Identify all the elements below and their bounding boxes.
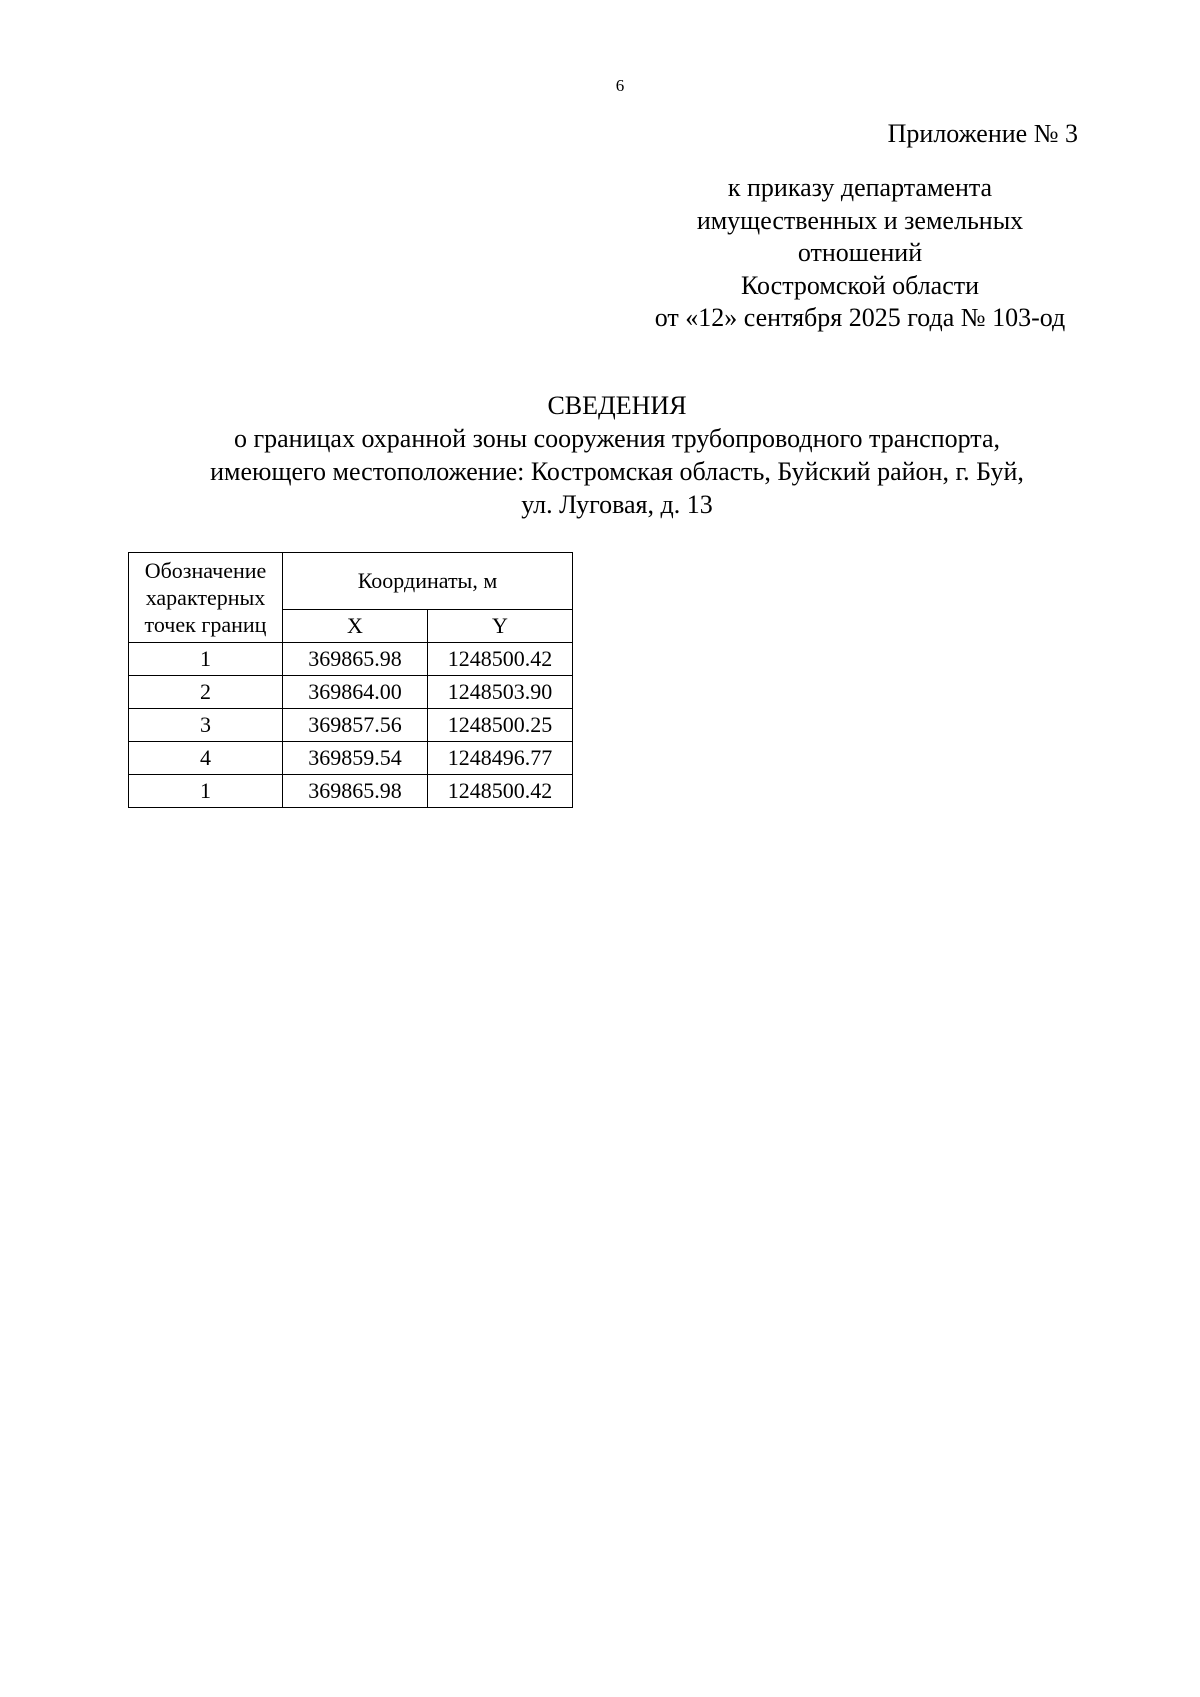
x-cell: 369865.98: [283, 775, 428, 808]
point-cell: 1: [129, 643, 283, 676]
order-reference: [610, 172, 1110, 335]
document-subtitle-line: ул. Луговая, д. 13: [521, 490, 713, 519]
order-line: Костромской области: [740, 270, 980, 300]
table-row: [129, 775, 573, 808]
table-row: [129, 709, 573, 742]
x-cell: 369859.54: [283, 742, 428, 775]
point-cell: 3: [129, 709, 283, 742]
y-cell: 1248496.77: [428, 742, 573, 775]
point-label-header-line: характерных: [145, 585, 266, 610]
x-cell: 369865.98: [283, 643, 428, 676]
document-title: СВЕДЕНИЯ: [547, 391, 687, 420]
y-cell: 1248500.42: [428, 775, 573, 808]
document-subtitle-line: о границах охранной зоны сооружения трубопроводного транспорта,: [233, 424, 1001, 453]
table-header-row: [129, 553, 573, 610]
y-cell: 1248500.25: [428, 709, 573, 742]
order-line: имущественных и земельных: [696, 205, 1024, 235]
appendix-title: Приложение № 3: [887, 119, 1078, 148]
point-label-header-line: точек границ: [144, 612, 267, 637]
document-subtitle-line: имеющего местоположение: Костромская область, Буйский район, г. Буй,: [210, 457, 1024, 486]
document-heading: [130, 389, 1104, 521]
coordinates-header: Координаты, м: [283, 553, 573, 610]
coordinates-table: [128, 552, 573, 808]
table-row: [129, 676, 573, 709]
order-date-line: от «12» сентября 2025 года № 103-од: [654, 303, 1066, 332]
point-cell: 1: [129, 775, 283, 808]
x-cell: 369864.00: [283, 676, 428, 709]
point-cell: 2: [129, 676, 283, 709]
x-cell: 369857.56: [283, 709, 428, 742]
y-header: Y: [428, 610, 573, 643]
table-row: [129, 742, 573, 775]
page-number: 6: [615, 76, 625, 95]
point-label-header: [129, 553, 283, 643]
point-cell: 4: [129, 742, 283, 775]
x-header: X: [283, 610, 428, 643]
y-cell: 1248503.90: [428, 676, 573, 709]
point-label-header-line: Обозначение: [144, 558, 267, 583]
order-line: к приказу департамента: [727, 173, 993, 202]
y-cell: 1248500.42: [428, 643, 573, 676]
table-row: [129, 643, 573, 676]
order-line: отношений: [797, 238, 923, 267]
